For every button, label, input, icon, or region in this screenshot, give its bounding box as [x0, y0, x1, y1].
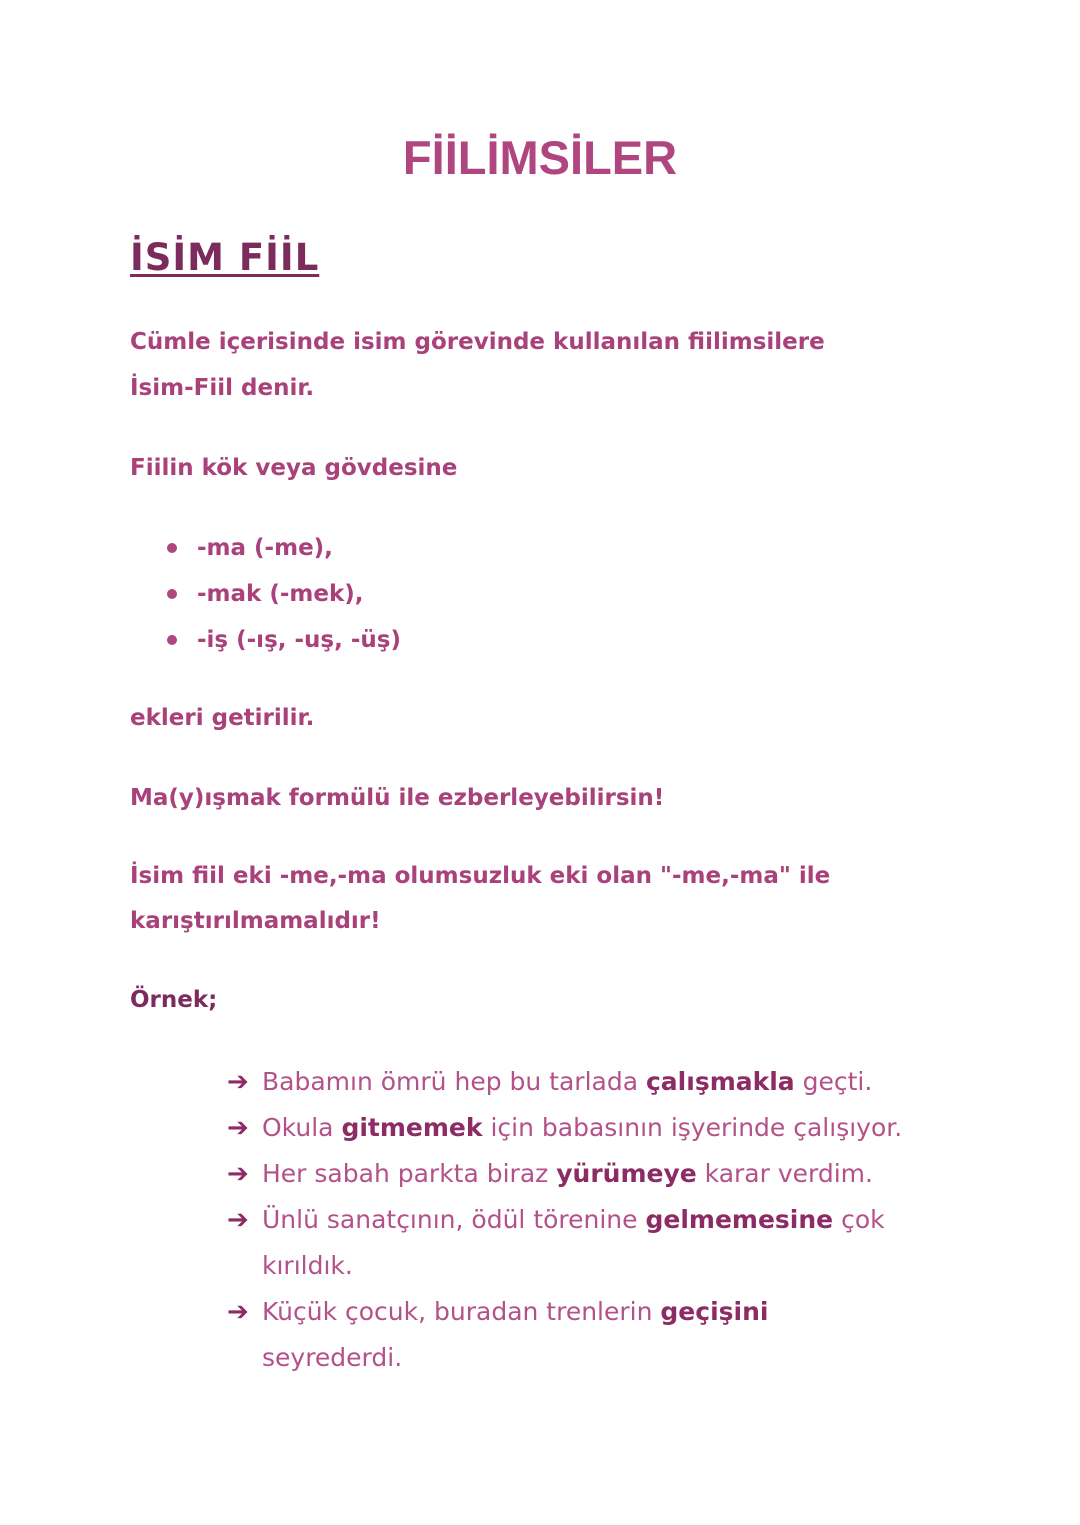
suffix-list-item [0, 617, 1080, 663]
bullet-dot-icon [167, 589, 177, 599]
example-item [0, 1059, 1080, 1105]
example-text: Küçük çocuk, buradan trenlerin [262, 1297, 661, 1326]
arrow-right-icon [227, 1151, 259, 1197]
example-line [0, 1151, 1080, 1197]
example-text: çok [833, 1205, 885, 1234]
definition-paragraph [130, 319, 825, 411]
example-item [0, 1105, 1080, 1151]
example-text: geçti. [794, 1067, 873, 1096]
suffix-list-item [0, 525, 1080, 571]
bullet-dot-icon [167, 635, 177, 645]
example-keyword: gitmemek [341, 1113, 483, 1142]
example-text: Babamın ömrü hep bu tarlada [262, 1067, 646, 1096]
suffix-outro: ekleri getirilir. [130, 705, 315, 731]
warning-line: karıştırılmamalıdır! [130, 908, 381, 934]
arrow-right-icon [227, 1059, 259, 1105]
example-item [0, 1197, 1080, 1289]
example-text: için babasının işyerinde çalışıyor. [482, 1113, 903, 1142]
definition-line: İsim-Fiil denir. [130, 375, 315, 401]
suffix-text: -ma (-me), [197, 535, 333, 561]
example-keyword: çalışmakla [645, 1067, 795, 1096]
example-text: Her sabah parkta biraz [262, 1159, 557, 1188]
example-keyword: geçişini [660, 1297, 769, 1326]
suffix-text: -mak (-mek), [197, 581, 364, 607]
example-list [0, 1059, 1080, 1381]
suffix-list-item [0, 571, 1080, 617]
section-heading: İSİM FİİL [130, 236, 320, 279]
example-continuation: kırıldık. [262, 1251, 353, 1280]
definition-line: Cümle içerisinde isim görevinde kullanılan fiilimsilere [130, 329, 825, 355]
example-line [0, 1105, 1080, 1151]
example-item [0, 1289, 1080, 1381]
example-keyword: yürümeye [556, 1159, 697, 1188]
arrow-right-icon [227, 1197, 259, 1243]
example-line [0, 1059, 1080, 1105]
example-item [0, 1151, 1080, 1197]
suffix-text: -iş (-ış, -uş, -üş) [197, 627, 401, 653]
warning-paragraph [130, 854, 830, 944]
example-text: karar verdim. [696, 1159, 873, 1188]
page-title: FİİLİMSİLER [402, 131, 678, 184]
example-text: Okula [262, 1113, 342, 1142]
example-continuation: seyrederdi. [262, 1343, 403, 1372]
arrow-right-icon [227, 1105, 259, 1151]
example-line [0, 1289, 1080, 1335]
example-text: Ünlü sanatçının, ödül törenine [262, 1205, 646, 1234]
suffix-list [0, 525, 1080, 663]
bullet-dot-icon [167, 543, 177, 553]
suffix-intro: Fiilin kök veya gövdesine [130, 455, 458, 481]
example-keyword: gelmemesine [645, 1205, 834, 1234]
arrow-right-icon [227, 1289, 259, 1335]
example-line [0, 1197, 1080, 1243]
example-label: Örnek; [130, 987, 218, 1013]
mnemonic-tip: Ma(y)ışmak formülü ile ezberleyebilirsin! [130, 785, 665, 811]
warning-line: İsim fiil eki -me,-ma olumsuzluk eki olan "-me,-ma" ile [130, 863, 831, 889]
